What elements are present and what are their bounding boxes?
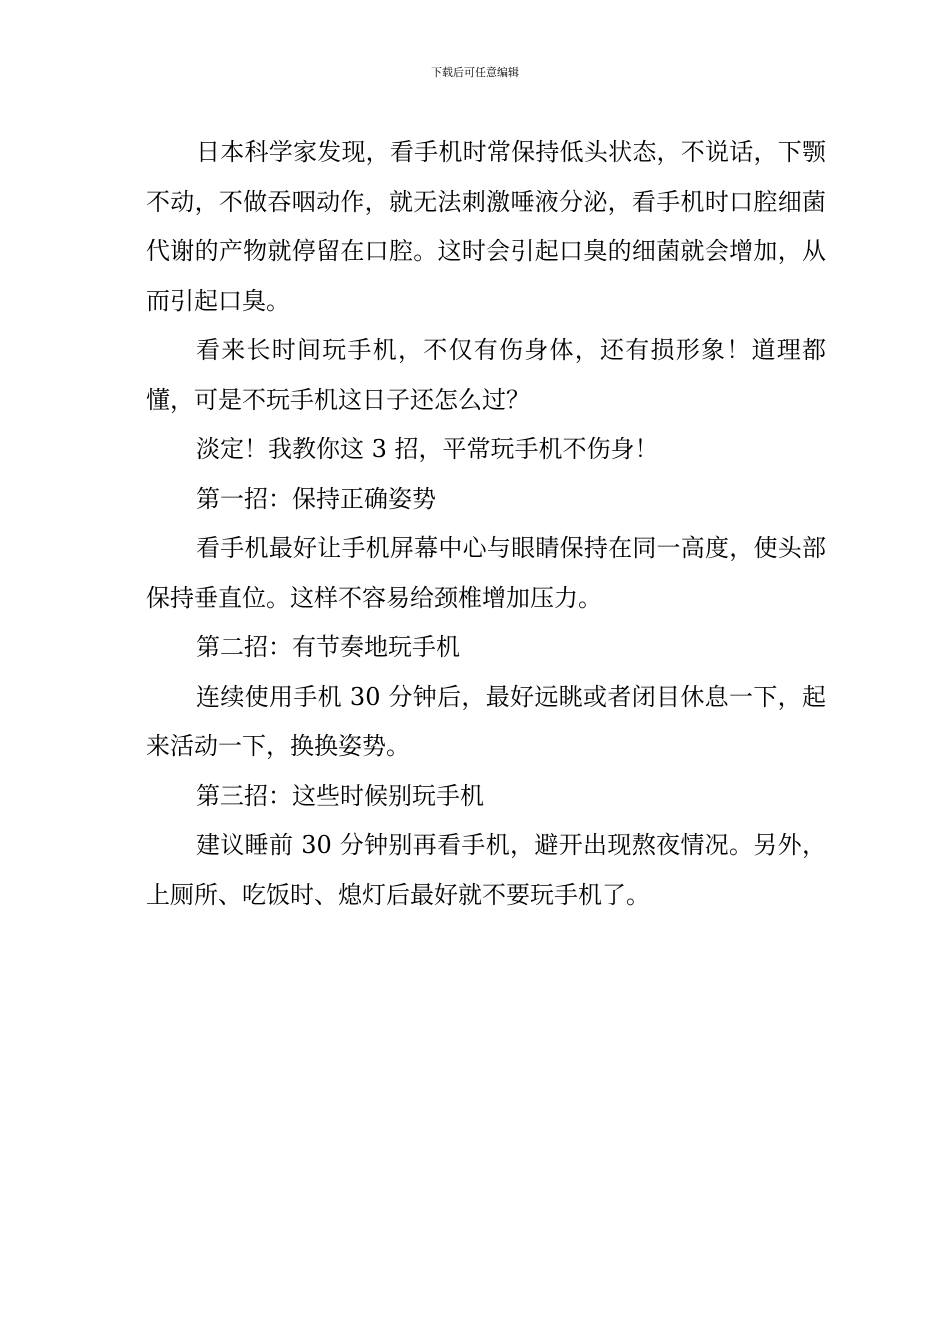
paragraph-phone-harm: 看来长时间玩手机，不仅有伤身体，还有损形象！道理都懂，可是不玩手机这日子还怎么过？ xyxy=(146,336,826,414)
tip-1-body: 看手机最好让手机屏幕中心与眼睛保持在同一高度，使头部保持垂直位。这样不容易给颈椎增加压力。 xyxy=(146,534,826,612)
tip-1-heading: 第一招：保持正确姿势 xyxy=(196,484,436,513)
header-note: 下载后可任意编辑 xyxy=(431,66,519,79)
tip-3-heading: 第三招：这些时候别玩手机 xyxy=(196,781,484,810)
paragraph-three-tips-intro: 淡定！我教你这 3 招，平常玩手机不伤身！ xyxy=(196,435,659,463)
tip-2-body: 连续使用手机 30 分钟后，最好远眺或者闭目休息一下，起来活动一下，换换姿势。 xyxy=(146,682,826,760)
document-body xyxy=(146,128,826,920)
paragraph-bad-breath-cause: 日本科学家发现，看手机时常保持低头状态，不说话，下颚不动，不做吞咽动作，就无法刺激唾液分泌，看手机时口腔细菌代谢的产物就停留在口腔。这时会引起口臭的细菌就会增加，从而引起口臭。 xyxy=(146,138,826,315)
tip-3-body: 建议睡前 30 分钟别再看手机，避开出现熬夜情况。另外，上厕所、吃饭时、熄灯后最好就不要玩手机了。 xyxy=(146,831,826,909)
tip-2-heading: 第二招：有节奏地玩手机 xyxy=(196,633,460,661)
